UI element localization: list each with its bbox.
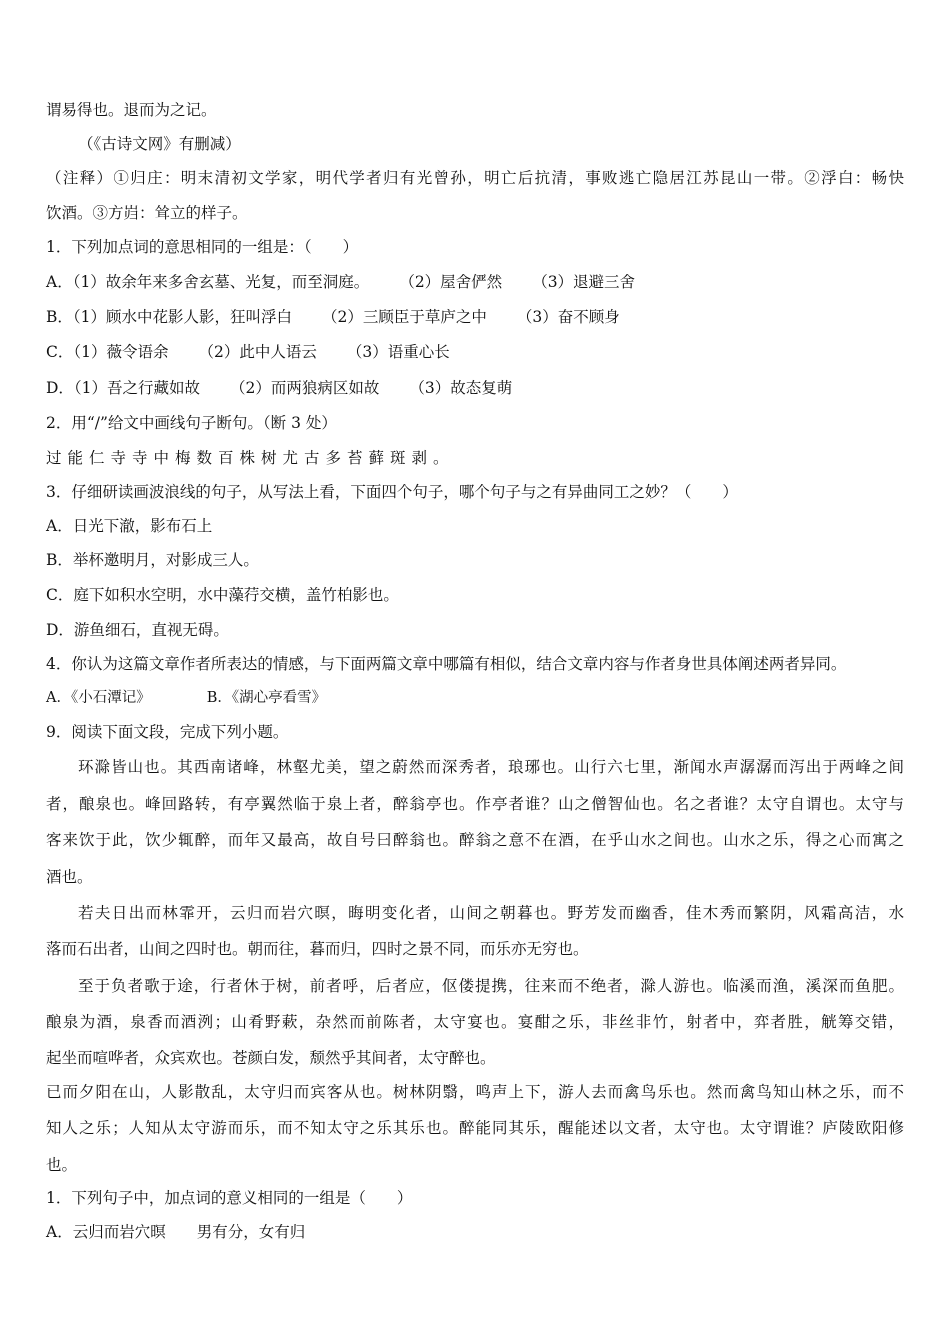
question-4-stem: 4．你认为这篇文章作者所表达的情感，与下面两篇文章中哪篇有相似，结合文章内容与作者身世具体阐述两者异同。 — [46, 655, 847, 673]
passage-line: 客来饮于此，饮少辄醉，而年又最高，故自号曰醉翁也。醉翁之意不在酒，在乎山水之间也。山水之乐，得之心而寓之 — [46, 831, 904, 849]
sub-question-1-stem: 1．下列句子中，加点词的意义相同的一组是（ ） — [46, 1189, 413, 1207]
option-part: A．（1）故余年来多舍玄墓、光复，而至洞庭。 — [46, 273, 370, 291]
question-9-stem: 9．阅读下面文段，完成下列小题。 — [46, 723, 289, 741]
passage-line: 起坐而喧哗者，众宾欢也。苍颜白发，颓然乎其间者，太守醉也。 — [46, 1049, 496, 1067]
option-part: D．（1）吾之行藏如故 — [46, 379, 201, 397]
passage-line: 若夫日出而林霏开，云归而岩穴暝，晦明变化者，山间之朝暮也。野芳发而幽香，佳木秀而繁阴，风霜高洁，水 — [78, 904, 904, 922]
question-3-stem: 3．仔细研读画波浪线的句子，从写法上看，下面四个句子，哪个句子与之有异曲同工之妙？（ ） — [46, 483, 738, 501]
option-part: （2）三顾臣于草庐之中 — [322, 308, 487, 326]
q1-option-d — [46, 378, 512, 398]
q1-option-c — [46, 342, 450, 362]
passage-line: 知人之乐；人知从太守游而乐，而不知太守之乐其乐也。醉能同其乐，醒能述以文者，太守也。太守谓谁？庐陵欧阳修 — [46, 1119, 904, 1137]
option-part: （3）退避三舍 — [532, 273, 636, 291]
option-part: （2）而两狼病区如故 — [230, 379, 380, 397]
passage-line: 者，酿泉也。峰回路转，有亭翼然临于泉上者，醉翁亭也。作亭者谁？山之僧智仙也。名之者谁？太守自谓也。太守与 — [46, 795, 904, 813]
q3-option-c: C．庭下如积水空明，水中藻荇交横，盖竹柏影也。 — [46, 586, 399, 604]
passage-line: 已而夕阳在山，人影散乱，太守归而宾客从也。树林阴翳，鸣声上下，游人去而禽鸟乐也。然而禽鸟知山林之乐，而不 — [46, 1083, 904, 1101]
text-line: 谓易得也。退而为之记。 — [46, 101, 217, 119]
option-part: C．（1）薇令语余 — [46, 343, 169, 361]
passage-line: 酒也。 — [46, 868, 93, 886]
option-part: （2）屋舍俨然 — [399, 273, 503, 291]
option-part: A．《小石潭记》 — [46, 690, 151, 706]
sentence-to-punctuate: 过能仁寺寺中梅数百株树尤古多苔藓斑剥。 — [46, 449, 455, 467]
option-part: B．《湖心亭看雪》 — [206, 690, 327, 706]
option-part: （2）此中人语云 — [198, 343, 317, 361]
q3-option-b: B．举杯邀明月，对影成三人。 — [46, 551, 259, 569]
q3-option-d: D．游鱼细石，直视无碍。 — [46, 621, 229, 639]
passage-line: 落而石出者，山间之四时也。朝而往，暮而归，四时之景不同，而乐亦无穷也。 — [46, 940, 589, 958]
q4-options — [46, 688, 326, 708]
sub-question-1-option-a: A．云归而岩穴暝 男有分，女有归 — [46, 1223, 306, 1241]
q1-option-a — [46, 272, 635, 292]
question-1-stem: 1．下列加点词的意思相同的一组是：（ ） — [46, 238, 359, 256]
annotation-line: （注释）①归庄：明末清初文学家，明代学者归有光曾孙，明亡后抗清，事败逃亡隐居江苏昆山一带。②浮白：畅快 — [46, 169, 904, 187]
q1-option-b — [46, 307, 620, 327]
passage-line: 至于负者歌于途，行者休于树，前者呼，后者应，伛偻提携，往来而不绝者，滁人游也。临溪而渔，溪深而鱼肥。 — [78, 977, 904, 995]
q3-option-a: A．日光下澈，影布石上 — [46, 517, 213, 535]
passage-line: 酿泉为酒，泉香而酒洌；山肴野蔌，杂然而前陈者，太守宴也。宴酣之乐，非丝非竹，射者中，弈者胜，觥筹交错， — [46, 1013, 904, 1031]
option-part: B．（1）顾水中花影人影，狂叫浮白 — [46, 308, 293, 326]
passage-line: 环滁皆山也。其西南诸峰，林壑尤美，望之蔚然而深秀者，琅琊也。山行六七里，渐闻水声潺潺而泻出于两峰之间 — [78, 758, 904, 776]
annotation-line: 饮酒。③方岿：耸立的样子。 — [46, 204, 248, 222]
option-part: （3）语重心长 — [346, 343, 450, 361]
passage-line: 也。 — [46, 1156, 78, 1174]
option-part: （3）奋不顾身 — [516, 308, 620, 326]
question-2-stem: 2．用“/”给文中画线句子断句。（断 3 处） — [46, 414, 337, 432]
option-part: （3）故态复萌 — [409, 379, 513, 397]
source-citation: （《古诗文网》有删减） — [78, 135, 241, 153]
